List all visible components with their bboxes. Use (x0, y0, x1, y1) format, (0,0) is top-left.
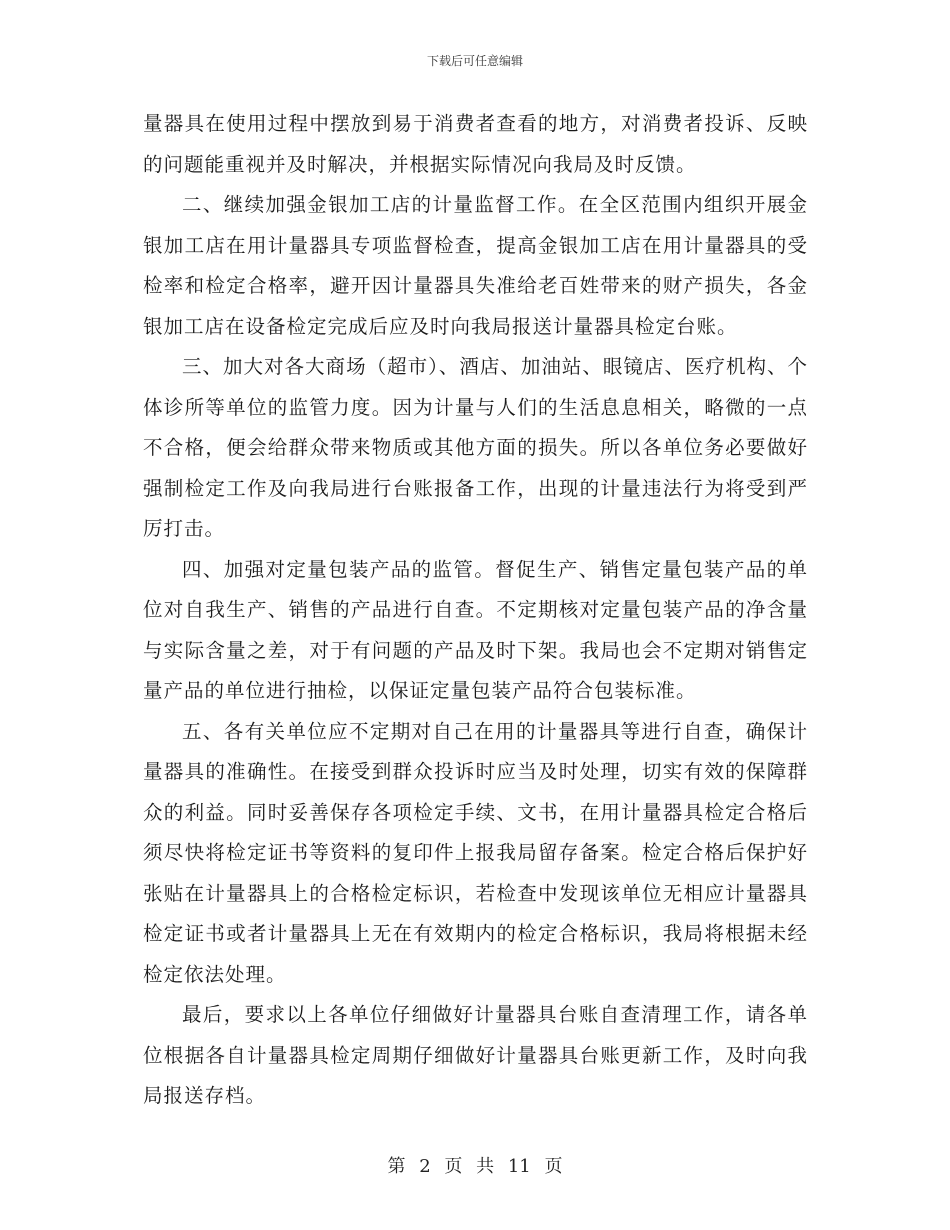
paragraph-item-5: 五、各有关单位应不定期对自己在用的计量器具等进行自查，确保计量器具的准确性。在接受到群众投诉时应当及时处理，切实有效的保障群众的利益。同时妥善保存各项检定手续、文书，在用计量器具检定合格后须尽快将检定证书等资料的复印件上报我局留存备案。检定合格后保护好张贴在计量器具上的合格检定标识，若检查中发现该单位无相应计量器具检定证书或者计量器具上无在有效期内的检定合格标识，我局将根据未经检定依法处理。 (143, 719, 808, 986)
paragraph-continued: 量器具在使用过程中摆放到易于消费者查看的地方，对消费者投诉、反映的问题能重视并及时解决，并根据实际情况向我局及时反馈。 (143, 112, 808, 176)
document-body (143, 104, 808, 1117)
page-number: 第 2 页 共 11 页 (387, 1156, 563, 1177)
paragraph-item-4: 四、加强对定量包装产品的监管。督促生产、销售定量包装产品的单位对自我生产、销售的产品进行自查。不定期核对定量包装产品的净含量与实际含量之差，对于有问题的产品及时下架。我局也会不定期对销售定量产品的单位进行抽检，以保证定量包装产品符合包装标准。 (143, 557, 808, 702)
paragraph-item-2: 二、继续加强金银加工店的计量监督工作。在全区范围内组织开展金银加工店在用计量器具专项监督检查，提高金银加工店在用计量器具的受检率和检定合格率，避开因计量器具失准给老百姓带来的财产损失，各金银加工店在设备检定完成后应及时向我局报送计量器具检定台账。 (143, 193, 808, 338)
paragraph-item-3: 三、加大对各大商场（超市）、酒店、加油站、眼镜店、医疗机构、个体诊所等单位的监管力度。因为计量与人们的生活息息相关，略微的一点不合格，便会给群众带来物质或其他方面的损失。所以各单位务必要做好强制检定工作及向我局进行台账报备工作，出现的计量违法行为将受到严厉打击。 (143, 355, 808, 540)
paragraph-conclusion: 最后，要求以上各单位仔细做好计量器具台账自查清理工作，请各单位根据各自计量器具检定周期仔细做好计量器具台账更新工作，及时向我局报送存档。 (143, 1003, 808, 1107)
page-header: 下载后可任意编辑 (426, 54, 523, 68)
